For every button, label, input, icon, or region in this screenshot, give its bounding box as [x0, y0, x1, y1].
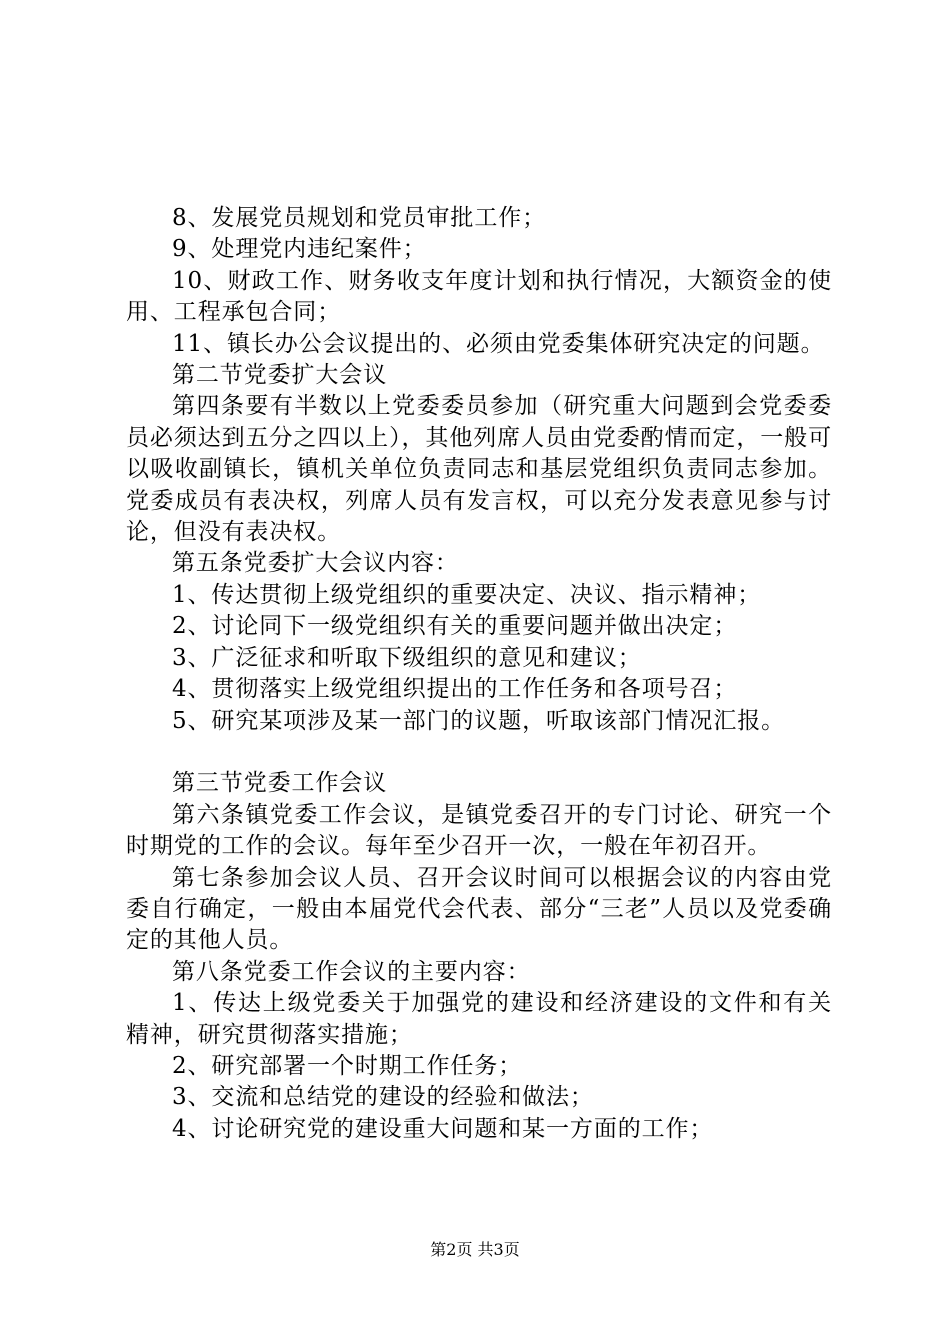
article-8-item-3: 3、交流和总结党的建设的经验和做法；: [172, 1084, 594, 1111]
article-5-item-4: 4、贯彻落实上级党组织提出的工作任务和各项号召；: [172, 676, 738, 703]
article-5-item-1: 1、传达贯彻上级党组织的重要决定、决议、指示精神；: [172, 581, 762, 608]
paragraph-item-11: 11、镇长办公会议提出的、必须由党委集体研究决定的问题。: [172, 330, 825, 357]
paragraph-item-10: 10、财政工作、财务收支年度计划和执行情况，大额资金的使用、工程承包合同；: [126, 267, 832, 326]
section-heading-3: 第三节党委工作会议: [172, 770, 388, 797]
blank-line: [126, 737, 832, 768]
section-heading-2: 第二节党委扩大会议: [172, 362, 388, 389]
article-5-item-5: 5、研究某项涉及某一部门的议题，听取该部门情况汇报。: [172, 707, 786, 734]
article-8-item-4: 4、讨论研究党的建设重大问题和某一方面的工作；: [172, 1115, 714, 1142]
article-5: 第五条党委扩大会议内容：: [172, 550, 459, 577]
article-4: 第四条要有半数以上党委委员参加（研究重大问题到会党委委员必须达到五分之四以上），其他列席人员由党委酌情而定，一般可以吸收副镇长，镇机关单位负责同志和基层党组织负责同志参加。党委成员有表决权，列席人员有发言权，可以充分发表意见参与讨论，但没有表决权。: [126, 393, 832, 546]
page-number-footer: 第2页 共3页: [430, 1240, 520, 1259]
article-5-item-3: 3、广泛征求和听取下级组织的意见和建议；: [172, 644, 642, 671]
article-5-item-2: 2、讨论同下一级党组织有关的重要问题并做出决定；: [172, 613, 738, 640]
paragraph-item-8: 8、发展党员规划和党员审批工作；: [172, 205, 547, 231]
article-7: 第七条参加会议人员、召开会议时间可以根据会议的内容由党委自行确定，一般由本届党代会代表、部分“三老”人员以及党委确定的其他人员。: [126, 864, 832, 954]
article-8-item-2: 2、研究部署一个时期工作任务；: [172, 1052, 523, 1079]
article-6: 第六条镇党委工作会议，是镇党委召开的专门讨论、研究一个时期党的工作的会议。每年至少召开一次，一般在年初召开。: [126, 801, 832, 860]
paragraph-item-9: 9、处理党内违纪案件；: [172, 236, 427, 263]
article-8: 第八条党委工作会议的主要内容：: [172, 958, 531, 985]
article-8-item-1: 1、传达上级党委关于加强党的建设和经济建设的文件和有关精神，研究贯彻落实措施；: [126, 990, 832, 1048]
document-body: [126, 203, 832, 1145]
